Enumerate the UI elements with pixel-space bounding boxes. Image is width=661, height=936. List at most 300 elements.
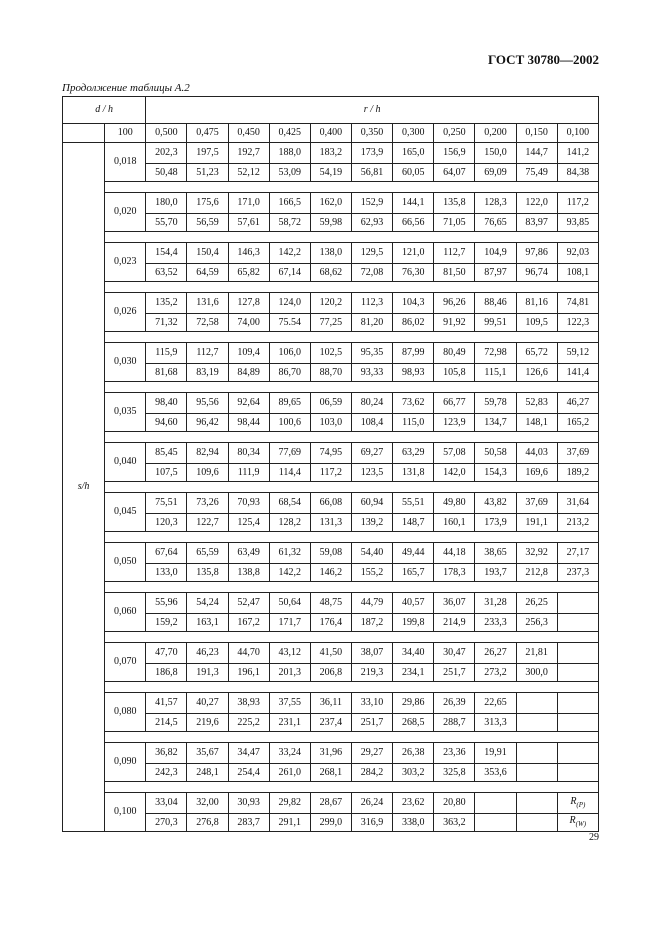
table-cell: 96,74 — [516, 264, 557, 282]
table-cell: 50,48 — [146, 164, 187, 182]
table-cell: 117,2 — [557, 193, 598, 214]
page-number: 29 — [589, 832, 599, 843]
table-cell: 68,62 — [310, 264, 351, 282]
s-h-value: 0,040 — [105, 443, 146, 482]
table-cell: 33,24 — [269, 743, 310, 764]
table-cell: 234,1 — [393, 664, 434, 682]
table-cell: 284,2 — [351, 764, 392, 782]
table-cell: 41,57 — [146, 693, 187, 714]
header-blank-cell — [63, 124, 105, 143]
table-cell: 59,78 — [475, 393, 516, 414]
table-cell: 32,00 — [187, 793, 228, 814]
group-spacer — [63, 182, 599, 193]
table-cell: 22,65 — [475, 693, 516, 714]
table-cell: 23,62 — [393, 793, 434, 814]
table-cell: 31,28 — [475, 593, 516, 614]
table-row — [63, 543, 599, 564]
table-cell: 76,30 — [393, 264, 434, 282]
table-cell: 175,6 — [187, 193, 228, 214]
table-cell: 33,10 — [351, 693, 392, 714]
table-cell: 146,3 — [228, 243, 269, 264]
table-cell: 53,09 — [269, 164, 310, 182]
table-cell: 37,55 — [269, 693, 310, 714]
table-cell: 148,1 — [516, 414, 557, 432]
s-h-value: 0,020 — [105, 193, 146, 232]
table-cell: 75,49 — [516, 164, 557, 182]
table-cell: 54,24 — [187, 593, 228, 614]
table-cell: 300,0 — [516, 664, 557, 682]
table-cell: 112,3 — [351, 293, 392, 314]
table-cell: 206,8 — [310, 664, 351, 682]
table-cell: 80,49 — [434, 343, 475, 364]
table-cell: 65,59 — [187, 543, 228, 564]
table-cell: 55,51 — [393, 493, 434, 514]
column-header: 0,425 — [269, 124, 310, 143]
table-cell: 72,08 — [351, 264, 392, 282]
table-row — [63, 693, 599, 714]
table-cell: 26,39 — [434, 693, 475, 714]
column-header: 0,450 — [228, 124, 269, 143]
table-cell: 166,5 — [269, 193, 310, 214]
table-cell: 128,3 — [475, 193, 516, 214]
table-cell: 47,70 — [146, 643, 187, 664]
table-cell: 187,2 — [351, 614, 392, 632]
table-cell: 66,56 — [393, 214, 434, 232]
table-cell: 57,61 — [228, 214, 269, 232]
table-cell: 38,07 — [351, 643, 392, 664]
table-cell: 127,8 — [228, 293, 269, 314]
first-col-value: 100 — [105, 124, 146, 143]
table-cell: 338,0 — [393, 814, 434, 832]
table-cell: 98,40 — [146, 393, 187, 414]
table-cell: 59,08 — [310, 543, 351, 564]
table-cell: 34,40 — [393, 643, 434, 664]
table-cell: 66,08 — [310, 493, 351, 514]
table-cell: 202,3 — [146, 143, 187, 164]
spacer-cell — [105, 282, 599, 293]
table-cell: 41,50 — [310, 643, 351, 664]
table-cell: 160,1 — [434, 514, 475, 532]
table-cell: 152,9 — [351, 193, 392, 214]
table-cell: 62,93 — [351, 214, 392, 232]
table-cell: 225,2 — [228, 714, 269, 732]
table-cell — [557, 664, 598, 682]
table-cell: 32,92 — [516, 543, 557, 564]
table-cell: 81,16 — [516, 293, 557, 314]
table-cell: 288,7 — [434, 714, 475, 732]
table-cell: 139,2 — [351, 514, 392, 532]
table-cell: 67,14 — [269, 264, 310, 282]
table-cell: 36,82 — [146, 743, 187, 764]
table-cell: 98,44 — [228, 414, 269, 432]
table-cell: 60,94 — [351, 493, 392, 514]
legend-r-w — [570, 815, 587, 826]
table-cell: 171,7 — [269, 614, 310, 632]
table-cell: 121,0 — [393, 243, 434, 264]
table-cell: 83,97 — [516, 214, 557, 232]
corner-label: d / h — [63, 97, 146, 124]
table-cell: 30,93 — [228, 793, 269, 814]
table-cell: 72,58 — [187, 314, 228, 332]
table-cell: 233,3 — [475, 614, 516, 632]
table-cell: 56,59 — [187, 214, 228, 232]
table-cell: 88,46 — [475, 293, 516, 314]
s-h-value: 0,070 — [105, 643, 146, 682]
spacer-cell — [105, 532, 599, 543]
column-header: 0,200 — [475, 124, 516, 143]
table-cell: 92,03 — [557, 243, 598, 264]
table-cell — [557, 643, 598, 664]
table-cell — [516, 743, 557, 764]
table-cell: 86,02 — [393, 314, 434, 332]
table-cell: 63,52 — [146, 264, 187, 282]
table-cell: 88,70 — [310, 364, 351, 382]
table-cell: 98,93 — [393, 364, 434, 382]
table-cell: 178,3 — [434, 564, 475, 582]
table-cell: 84,89 — [228, 364, 269, 382]
table-cell — [516, 764, 557, 782]
table-cell: 276,8 — [187, 814, 228, 832]
table-cell: 69,09 — [475, 164, 516, 182]
table-cell: 191,1 — [516, 514, 557, 532]
table-cell: 283,7 — [228, 814, 269, 832]
table-cell — [557, 814, 598, 832]
table-cell: 67,64 — [146, 543, 187, 564]
table-cell: 242,3 — [146, 764, 187, 782]
table-cell: 180,0 — [146, 193, 187, 214]
table-cell: 20,80 — [434, 793, 475, 814]
s-h-value: 0,060 — [105, 593, 146, 632]
table-cell: 74,95 — [310, 443, 351, 464]
table-cell — [516, 793, 557, 814]
legend-r-p-base: R — [570, 795, 577, 807]
group-spacer — [63, 432, 599, 443]
table-cell: 219,6 — [187, 714, 228, 732]
group-spacer — [63, 282, 599, 293]
table-cell: 146,2 — [310, 564, 351, 582]
table-cell: 109,5 — [516, 314, 557, 332]
table-cell — [557, 793, 598, 814]
table-cell: 61,32 — [269, 543, 310, 564]
data-table — [62, 96, 599, 832]
table-cell: 36,07 — [434, 593, 475, 614]
row-group-label: s/h — [63, 143, 105, 832]
table-cell: 248,1 — [187, 764, 228, 782]
table-cell: 109,6 — [187, 464, 228, 482]
table-cell: 251,7 — [434, 664, 475, 682]
table-cell: 131,8 — [393, 464, 434, 482]
table-cell: 74,81 — [557, 293, 598, 314]
table-row — [63, 443, 599, 464]
table-cell: 213,2 — [557, 514, 598, 532]
table-cell: 129,5 — [351, 243, 392, 264]
table-cell: 142,2 — [269, 243, 310, 264]
table-cell: 138,8 — [228, 564, 269, 582]
table-cell: 52,83 — [516, 393, 557, 414]
group-spacer — [63, 532, 599, 543]
table-cell: 102,5 — [310, 343, 351, 364]
column-group-label: r / h — [146, 97, 599, 124]
table-cell: 325,8 — [434, 764, 475, 782]
table-cell: 189,2 — [557, 464, 598, 482]
table-caption: Продолжение таблицы А.2 — [62, 82, 190, 94]
table-cell: 167,2 — [228, 614, 269, 632]
table-cell: 95,56 — [187, 393, 228, 414]
table-cell: 303,2 — [393, 764, 434, 782]
table-cell: 270,3 — [146, 814, 187, 832]
table-cell — [516, 814, 557, 832]
table-cell: 237,3 — [557, 564, 598, 582]
table-cell: 120,3 — [146, 514, 187, 532]
table-cell: 81,50 — [434, 264, 475, 282]
table-cell: 128,2 — [269, 514, 310, 532]
table-cell: 63,49 — [228, 543, 269, 564]
group-spacer — [63, 382, 599, 393]
table-cell: 165,7 — [393, 564, 434, 582]
table-cell: 26,38 — [393, 743, 434, 764]
s-h-value: 0,080 — [105, 693, 146, 732]
s-h-value: 0,026 — [105, 293, 146, 332]
table-cell: 114,4 — [269, 464, 310, 482]
table-cell: 109,4 — [228, 343, 269, 364]
spacer-cell — [105, 382, 599, 393]
table-cell: 19,91 — [475, 743, 516, 764]
table-cell — [516, 714, 557, 732]
table-cell — [557, 693, 598, 714]
table-cell: 201,3 — [269, 664, 310, 682]
table-cell: 21,81 — [516, 643, 557, 664]
group-spacer — [63, 782, 599, 793]
table-cell: 197,5 — [187, 143, 228, 164]
column-header: 0,150 — [516, 124, 557, 143]
legend-r-w-base: R — [569, 815, 576, 826]
table-cell: 80,24 — [351, 393, 392, 414]
column-header: 0,500 — [146, 124, 187, 143]
table-cell: 94,60 — [146, 414, 187, 432]
table-cell: 107,5 — [146, 464, 187, 482]
table-cell: 36,11 — [310, 693, 351, 714]
table-cell: 108,1 — [557, 264, 598, 282]
table-cell: 231,1 — [269, 714, 310, 732]
table-cell: 55,70 — [146, 214, 187, 232]
table-cell: 131,3 — [310, 514, 351, 532]
table-cell: 115,1 — [475, 364, 516, 382]
legend-r-p-sub: (P) — [576, 800, 586, 809]
table-cell: 63,29 — [393, 443, 434, 464]
table-cell: 186,8 — [146, 664, 187, 682]
table-cell — [557, 714, 598, 732]
table-cell: 122,0 — [516, 193, 557, 214]
table-cell: 100,6 — [269, 414, 310, 432]
table-cell: 165,2 — [557, 414, 598, 432]
group-spacer — [63, 582, 599, 593]
s-h-value: 0,045 — [105, 493, 146, 532]
table-cell: 49,80 — [434, 493, 475, 514]
table-cell: 31,96 — [310, 743, 351, 764]
spacer-cell — [105, 482, 599, 493]
header-row-2 — [63, 124, 599, 143]
spacer-cell — [105, 682, 599, 693]
group-spacer — [63, 682, 599, 693]
table-row — [63, 243, 599, 264]
table-cell: 219,3 — [351, 664, 392, 682]
table-cell: 162,0 — [310, 193, 351, 214]
table-cell: 124,0 — [269, 293, 310, 314]
s-h-value: 0,030 — [105, 343, 146, 382]
table-cell: 171,0 — [228, 193, 269, 214]
table-row — [63, 293, 599, 314]
table-cell: 65,82 — [228, 264, 269, 282]
table-cell: 49,44 — [393, 543, 434, 564]
table-cell: 237,4 — [310, 714, 351, 732]
table-cell: 141,2 — [557, 143, 598, 164]
table-cell: 85,45 — [146, 443, 187, 464]
table-cell: 115,0 — [393, 414, 434, 432]
table-cell: 268,5 — [393, 714, 434, 732]
table-cell — [475, 793, 516, 814]
table-cell: 193,7 — [475, 564, 516, 582]
table-cell: 43,12 — [269, 643, 310, 664]
table-cell: 131,6 — [187, 293, 228, 314]
table-cell: 123,5 — [351, 464, 392, 482]
table-cell: 37,69 — [557, 443, 598, 464]
table-cell: 115,9 — [146, 343, 187, 364]
table-cell: 112,7 — [187, 343, 228, 364]
table-cell: 29,27 — [351, 743, 392, 764]
table-cell: 48,75 — [310, 593, 351, 614]
group-spacer — [63, 632, 599, 643]
table-cell: 83,19 — [187, 364, 228, 382]
table-cell: 84,38 — [557, 164, 598, 182]
table-cell: 123,9 — [434, 414, 475, 432]
table-cell: 105,8 — [434, 364, 475, 382]
table-cell: 313,3 — [475, 714, 516, 732]
table-cell: 120,2 — [310, 293, 351, 314]
table-cell: 299,0 — [310, 814, 351, 832]
table-cell: 65,72 — [516, 343, 557, 364]
table-cell: 148,7 — [393, 514, 434, 532]
table-cell: 46,27 — [557, 393, 598, 414]
table-cell: 77,69 — [269, 443, 310, 464]
s-h-value: 0,018 — [105, 143, 146, 182]
table-row — [63, 493, 599, 514]
table-cell: 44,70 — [228, 643, 269, 664]
table-cell: 58,72 — [269, 214, 310, 232]
table-cell: 31,64 — [557, 493, 598, 514]
table-cell: 82,94 — [187, 443, 228, 464]
table-cell: 50,64 — [269, 593, 310, 614]
table-cell: 74,00 — [228, 314, 269, 332]
table-cell: 135,8 — [434, 193, 475, 214]
table-cell: 169,6 — [516, 464, 557, 482]
table-cell: 183,2 — [310, 143, 351, 164]
table-cell: 122,7 — [187, 514, 228, 532]
group-spacer — [63, 232, 599, 243]
s-h-value: 0,050 — [105, 543, 146, 582]
table-cell: 155,2 — [351, 564, 392, 582]
table-cell: 141,4 — [557, 364, 598, 382]
table-cell: 268,1 — [310, 764, 351, 782]
table-cell: 125,4 — [228, 514, 269, 532]
table-cell: 144,1 — [393, 193, 434, 214]
table-cell: 34,47 — [228, 743, 269, 764]
table-cell — [475, 814, 516, 832]
group-spacer — [63, 732, 599, 743]
table-cell: 106,0 — [269, 343, 310, 364]
table-cell: 54,40 — [351, 543, 392, 564]
table-cell: 26,25 — [516, 593, 557, 614]
table-cell: 38,65 — [475, 543, 516, 564]
table-cell: 165,0 — [393, 143, 434, 164]
table-cell: 192,7 — [228, 143, 269, 164]
table-cell: 40,27 — [187, 693, 228, 714]
table-cell: 108,4 — [351, 414, 392, 432]
table-cell: 150,0 — [475, 143, 516, 164]
table-cell: 35,67 — [187, 743, 228, 764]
table-cell: 353,6 — [475, 764, 516, 782]
legend-r-p — [570, 796, 585, 807]
table-cell: 133,0 — [146, 564, 187, 582]
table-cell: 142,0 — [434, 464, 475, 482]
spacer-cell — [105, 432, 599, 443]
table-cell: 159,2 — [146, 614, 187, 632]
table-row — [63, 393, 599, 414]
table-cell: 188,0 — [269, 143, 310, 164]
table-cell: 57,08 — [434, 443, 475, 464]
column-header: 0,475 — [187, 124, 228, 143]
table-row — [63, 143, 599, 164]
table-cell: 30,47 — [434, 643, 475, 664]
table-cell: 117,2 — [310, 464, 351, 482]
table-cell: 96,26 — [434, 293, 475, 314]
table-cell: 81,68 — [146, 364, 187, 382]
table-cell: 26,27 — [475, 643, 516, 664]
s-h-value: 0,100 — [105, 793, 146, 832]
table-cell: 69,27 — [351, 443, 392, 464]
table-cell: 71,32 — [146, 314, 187, 332]
spacer-cell — [105, 582, 599, 593]
table-cell: 52,12 — [228, 164, 269, 182]
table-cell: 55,96 — [146, 593, 187, 614]
table-cell: 138,0 — [310, 243, 351, 264]
spacer-cell — [105, 182, 599, 193]
table-row — [63, 343, 599, 364]
column-header: 0,300 — [393, 124, 434, 143]
spacer-cell — [105, 332, 599, 343]
table-cell: 29,82 — [269, 793, 310, 814]
table-row — [63, 793, 599, 814]
table-row — [63, 743, 599, 764]
table-cell: 66,77 — [434, 393, 475, 414]
table-cell: 103,0 — [310, 414, 351, 432]
table-cell: 363,2 — [434, 814, 475, 832]
table-cell — [557, 764, 598, 782]
table-cell: 112,7 — [434, 243, 475, 264]
table-cell: 93,85 — [557, 214, 598, 232]
column-header: 0,350 — [351, 124, 392, 143]
table-cell: 163,1 — [187, 614, 228, 632]
table-cell: 52,47 — [228, 593, 269, 614]
table-cell: 134,7 — [475, 414, 516, 432]
table-cell: 176,4 — [310, 614, 351, 632]
table-row — [63, 593, 599, 614]
table-cell: 26,24 — [351, 793, 392, 814]
table-cell: 199,8 — [393, 614, 434, 632]
table-cell: 72,98 — [475, 343, 516, 364]
table-cell: 76,65 — [475, 214, 516, 232]
table-cell: 93,33 — [351, 364, 392, 382]
spacer-cell — [105, 232, 599, 243]
